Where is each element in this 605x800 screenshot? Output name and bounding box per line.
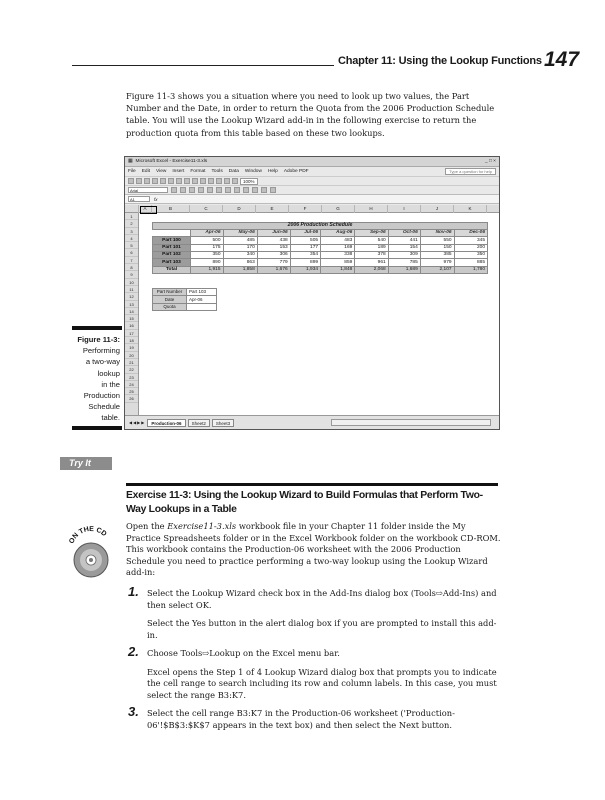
- italic-icon: [180, 187, 186, 193]
- menu-format: Format: [190, 169, 206, 174]
- exercise-file-name: Exercise11-3.xls: [167, 521, 237, 531]
- ask-question-box: Type a question for help: [445, 168, 496, 175]
- row-header: 13: [125, 301, 138, 308]
- excel-menu-bar: [125, 167, 499, 177]
- col-header-i: I: [388, 205, 421, 213]
- caption-line: table.: [101, 413, 120, 423]
- exercise-intro-before: Open the: [126, 521, 168, 531]
- sheet-tab-production-06: Production-06: [147, 419, 185, 427]
- window-controls-icon: _ □ ×: [484, 159, 496, 164]
- page-number: 147: [544, 48, 580, 71]
- row-header: 4: [125, 235, 138, 242]
- font-name-box: Arial: [128, 187, 168, 193]
- merge-icon: [225, 187, 231, 193]
- row-header: 26: [125, 395, 138, 402]
- horizontal-scrollbar: [331, 419, 491, 426]
- caption-rule-top: [72, 326, 122, 330]
- intro-paragraph: Figure 11-3 shows you a situation where you need to look up two values, the Part Number and the Date, in order to return the Quota from the 2006 Production Schedule table. You will use the Lookup Wizard add-in in the following exercise to return the production quota from this table based on these two lookups.: [126, 91, 495, 138]
- table-cell: 485: [223, 237, 257, 244]
- row-header: 10: [125, 279, 138, 286]
- sort-icon: [224, 178, 230, 184]
- copy-icon: [184, 178, 190, 184]
- total-label: Total: [153, 266, 191, 273]
- menu-tools: Tools: [211, 169, 223, 174]
- table-cell: 350: [454, 251, 487, 258]
- total-cell: 1,848: [321, 266, 355, 273]
- print-icon: [152, 178, 158, 184]
- undo-icon: [200, 178, 206, 184]
- row-header: 25: [125, 388, 138, 395]
- lookup-label: Part Number: [153, 289, 187, 296]
- table-cell: 859: [321, 259, 355, 266]
- table-cell: 540: [355, 237, 388, 244]
- paste-icon: [192, 178, 198, 184]
- table-cell: 340: [223, 251, 257, 258]
- sheet-nav-arrows-icon: ◀◀▶▶: [129, 420, 146, 425]
- try-it-badge: Try It: [60, 457, 112, 470]
- month-header: Dec-06: [454, 230, 487, 237]
- menu-view: View: [156, 169, 167, 174]
- table-title-row: [153, 222, 488, 229]
- table-cell: 785: [388, 259, 420, 266]
- lookup-row: [153, 303, 217, 310]
- row-label: Part 103: [153, 259, 191, 266]
- total-cell: 1,858: [223, 266, 257, 273]
- spelling-icon: [168, 178, 174, 184]
- step-text: Select the Lookup Wizard check box in the Add-Ins dialog box (Tools⇨Add-Ins) and then select OK.: [147, 588, 497, 610]
- total-cell: 1,676: [257, 266, 290, 273]
- table-cell: 177: [290, 244, 320, 251]
- step-text: Select the cell range B3:K7 in the Production-06 worksheet ('Production-06'!$B$3:$K$7 appears in the text box) and then select the Next button.: [147, 708, 455, 730]
- table-cell: 154: [388, 244, 420, 251]
- col-header-d: D: [223, 205, 256, 213]
- corner-cell: [125, 205, 139, 213]
- exercise-rule: [126, 483, 498, 486]
- row-header: 24: [125, 381, 138, 388]
- col-header-e: E: [256, 205, 289, 213]
- autosum-icon: [216, 178, 222, 184]
- preview-icon: [160, 178, 166, 184]
- chart-icon: [232, 178, 238, 184]
- total-cell: 1,780: [454, 266, 487, 273]
- open-icon: [136, 178, 142, 184]
- row-headers: [125, 213, 139, 415]
- standard-toolbar: [125, 177, 499, 186]
- col-header-f: F: [289, 205, 322, 213]
- table-cell: 153: [257, 244, 290, 251]
- exercise-intro: [126, 521, 501, 579]
- total-cell: 2,068: [355, 266, 388, 273]
- table-cell: 550: [420, 237, 454, 244]
- borders-icon: [252, 187, 258, 193]
- table-cell: 890: [191, 259, 224, 266]
- table-row: [153, 259, 488, 266]
- table-cell: 979: [420, 259, 454, 266]
- row-header: 8: [125, 264, 138, 271]
- row-header: 14: [125, 308, 138, 315]
- row-header: 15: [125, 315, 138, 322]
- exercise-intro-after: workbook file in your Chapter 11 folder inside the My Practice Spreadsheets folder or in the Excel Workbook folder on the workbook CD-ROM. This workbook contains the Production-06 worksheet with the 2006 Production Schedule you need to practice performing a two-way lookup using the Lookup Wizard add-in:: [126, 521, 501, 577]
- table-cell: 505: [290, 237, 320, 244]
- row-header: 12: [125, 293, 138, 300]
- redo-icon: [208, 178, 214, 184]
- caption-line: a two-way: [85, 357, 120, 367]
- col-header-a: A: [139, 205, 152, 213]
- total-cell: 1,689: [388, 266, 420, 273]
- col-header-c: C: [190, 205, 223, 213]
- step-text: Choose Tools⇨Lookup on the Excel menu bar.: [147, 648, 340, 658]
- menu-adobe-pdf: Adobe PDF: [283, 169, 309, 174]
- caption-line: Production: [83, 391, 120, 401]
- active-cell-cursor: [140, 206, 157, 214]
- exercise-steps: [126, 584, 501, 738]
- caption-label: Figure 11-3:: [77, 335, 120, 344]
- on-the-cd-icon: [64, 520, 116, 580]
- align-center-icon: [207, 187, 213, 193]
- table-cell: 863: [223, 259, 257, 266]
- lookup-input-table: [152, 288, 217, 311]
- menu-data: Data: [228, 169, 239, 174]
- caption-line: in the: [101, 379, 120, 389]
- fx-icon: fx: [154, 196, 158, 202]
- row-label: Part 102: [153, 251, 191, 258]
- sheet-tab-sheet2: Sheet2: [188, 419, 210, 427]
- column-headers: [125, 205, 500, 213]
- col-header-j: J: [421, 205, 454, 213]
- row-header: 6: [125, 249, 138, 256]
- table-row: [153, 251, 488, 258]
- table-cell: 200: [454, 244, 487, 251]
- table-cell: 345: [454, 237, 487, 244]
- lookup-label: Quota: [153, 303, 187, 310]
- menu-edit: Edit: [141, 169, 151, 174]
- month-header: Jul-06: [290, 230, 320, 237]
- month-header: Jun-06: [257, 230, 290, 237]
- table-cell: 354: [290, 251, 320, 258]
- row-header: 21: [125, 359, 138, 366]
- row-header: 16: [125, 322, 138, 329]
- fill-color-icon: [261, 187, 267, 193]
- table-total-row: [153, 266, 488, 273]
- menu-help: Help: [267, 169, 278, 174]
- menu-file: File: [128, 169, 136, 174]
- table-cell: 170: [223, 244, 257, 251]
- font-color-icon: [270, 187, 276, 193]
- row-header: 20: [125, 352, 138, 359]
- total-cell: 1,915: [191, 266, 224, 273]
- step-detail: Excel opens the Step 1 of 4 Lookup Wizard dialog box that prompts you to indicate the cell range to search including its row and column labels. In this case, you must select the range B3:K7.: [147, 666, 497, 700]
- table-title: 2006 Production Schedule: [153, 222, 488, 229]
- caption-line: Schedule: [88, 402, 120, 412]
- row-header: 19: [125, 344, 138, 351]
- table-cell: 306: [257, 251, 290, 258]
- underline-icon: [189, 187, 195, 193]
- lookup-row: [153, 289, 217, 296]
- total-cell: 2,107: [420, 266, 454, 273]
- step-item: [126, 704, 501, 731]
- align-left-icon: [198, 187, 204, 193]
- caption-line: Performing: [82, 346, 120, 356]
- table-cell: 899: [290, 259, 320, 266]
- month-header: May-06: [223, 230, 257, 237]
- table-row: [153, 244, 488, 251]
- figure-caption: [62, 334, 120, 424]
- month-header: Aug-06: [321, 230, 355, 237]
- month-header: Oct-06: [388, 230, 420, 237]
- month-header: Apr-06: [191, 230, 224, 237]
- row-header: 9: [125, 271, 138, 278]
- total-cell: 1,934: [290, 266, 320, 273]
- table-spacer-row: [153, 215, 488, 222]
- row-header: 2: [125, 220, 138, 227]
- table-cell: 885: [454, 259, 487, 266]
- table-cell: 378: [355, 251, 388, 258]
- excel-app-icon: ▦: [128, 159, 133, 164]
- table-cell: 350: [191, 251, 224, 258]
- new-icon: [128, 178, 134, 184]
- menu-window: Window: [244, 169, 262, 174]
- header-rule: [72, 65, 334, 66]
- percent-icon: [243, 187, 249, 193]
- row-header: 5: [125, 242, 138, 249]
- step-number: 2.: [128, 644, 139, 659]
- lookup-value: Part 103: [187, 289, 217, 296]
- table-cell: 385: [420, 251, 454, 258]
- step-detail: Select the Yes button in the alert dialog box if you are prompted to install this add-in.: [147, 618, 497, 640]
- table-cell: 150: [420, 244, 454, 251]
- row-header: 23: [125, 374, 138, 381]
- table-row: [153, 237, 488, 244]
- step-item: [126, 644, 501, 701]
- chapter-title: Chapter 11: Using the Lookup Functions: [338, 55, 542, 67]
- zoom-level: 100%: [240, 178, 258, 185]
- caption-rule-bottom: [72, 426, 122, 430]
- table-cell: 169: [321, 244, 355, 251]
- step-item: [126, 584, 501, 641]
- table-cell: 338: [321, 251, 355, 258]
- excel-title-bar: [125, 157, 499, 167]
- row-header: 17: [125, 330, 138, 337]
- lookup-row: [153, 296, 217, 303]
- worksheet-grid: [125, 213, 500, 415]
- table-cell: 441: [388, 237, 420, 244]
- row-label: Part 101: [153, 244, 191, 251]
- menu-insert: Insert: [172, 169, 185, 174]
- step-number: 3.: [128, 704, 139, 719]
- production-schedule-table: [152, 215, 488, 274]
- row-header: 11: [125, 286, 138, 293]
- formatting-toolbar: [125, 186, 499, 195]
- row-header: 3: [125, 228, 138, 235]
- cd-label: ON THE CD: [68, 525, 108, 545]
- bold-icon: [171, 187, 177, 193]
- table-cell: 438: [257, 237, 290, 244]
- currency-icon: [234, 187, 240, 193]
- row-header: 22: [125, 366, 138, 373]
- window-title: Microsoft Excel - Exercise11-3.xls: [135, 159, 208, 164]
- excel-screenshot: [124, 156, 500, 430]
- table-cell: 779: [257, 259, 290, 266]
- align-right-icon: [216, 187, 222, 193]
- month-header: Nov-06: [420, 230, 454, 237]
- col-header-h: H: [355, 205, 388, 213]
- table-cell: 175: [191, 244, 224, 251]
- row-header: 1: [125, 213, 138, 220]
- row-header: 18: [125, 337, 138, 344]
- save-icon: [144, 178, 150, 184]
- sheet-tab-sheet3: Sheet3: [212, 419, 234, 427]
- formula-bar: [125, 195, 499, 204]
- lookup-label: Date: [153, 296, 187, 303]
- lookup-value: [187, 303, 217, 310]
- step-number: 1.: [128, 584, 139, 599]
- table-cell: 309: [388, 251, 420, 258]
- col-header-g: G: [322, 205, 355, 213]
- lookup-value: Apr-06: [187, 296, 217, 303]
- caption-line: lookup: [97, 368, 120, 378]
- table-cell: 500: [191, 237, 224, 244]
- table-header-row: [153, 230, 488, 237]
- table-cell: 483: [321, 237, 355, 244]
- cut-icon: [176, 178, 182, 184]
- row-label: Part 100: [153, 237, 191, 244]
- sheet-tab-bar: [125, 415, 500, 429]
- exercise-title: Exercise 11-3: Using the Lookup Wizard to Build Formulas that Perform Two-Way Lookups in a Table: [126, 490, 483, 515]
- month-header: Sep-06: [355, 230, 388, 237]
- row-header: 7: [125, 257, 138, 264]
- table-cell: 189: [355, 244, 388, 251]
- col-header-b: B: [152, 205, 190, 213]
- col-header-k: K: [454, 205, 487, 213]
- table-cell: 961: [355, 259, 388, 266]
- name-box: A1: [128, 196, 150, 202]
